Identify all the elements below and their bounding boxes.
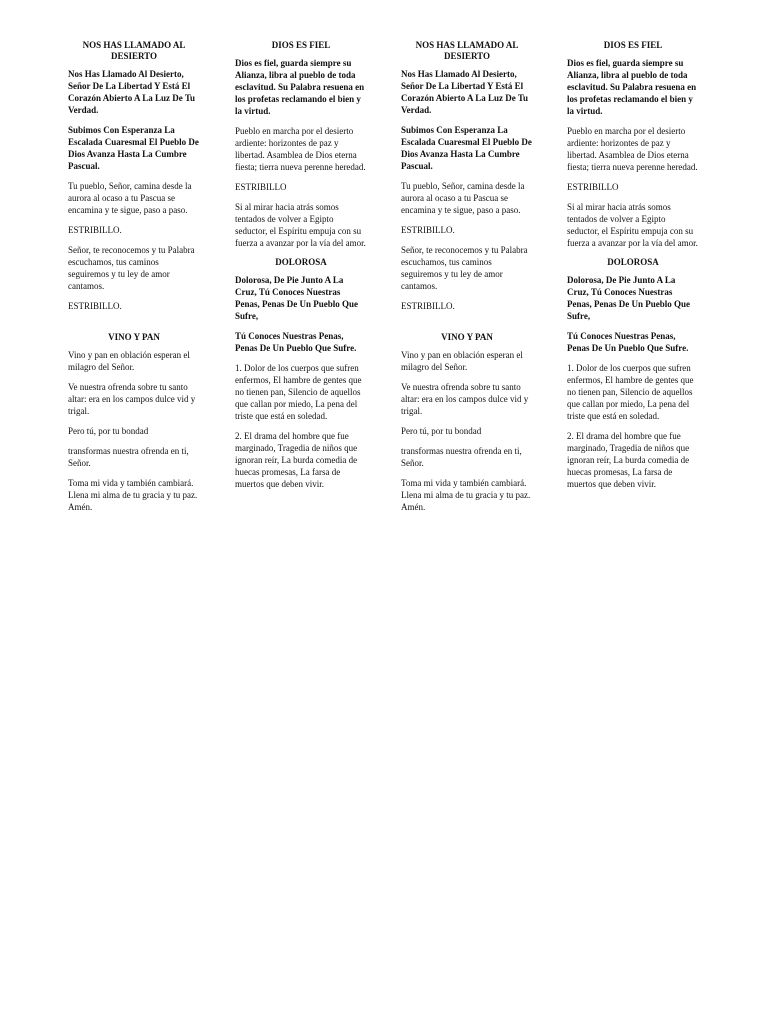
verse-text: Señor, te reconocemos y tu Palabra escuchamos, tus caminos seguiremos y tu ley de amor cantamos. <box>68 245 195 291</box>
verse-text: ESTRIBILLO. <box>68 225 122 235</box>
verse-text: ESTRIBILLO <box>567 182 619 192</box>
verse-text: 1. Dolor de los cuerpos que sufren enfermos, El hambre de gentes que no tienen pan, Silencio de aquellos que callan por miedo, La pena del triste que está en soledad. <box>235 363 362 421</box>
verse-text: Tu pueblo, Señor, camina desde la aurora al ocaso a tu Pascua se encamina y te sigue, paso a paso. <box>401 181 525 215</box>
song-title: NOS HAS LLAMADO AL DESIERTO <box>415 40 519 61</box>
verse-text: transformas nuestra ofrenda en ti, Señor. <box>401 446 522 468</box>
column-1 <box>68 40 200 521</box>
verse-text: Vino y pan en oblación esperan el milagro del Señor. <box>401 350 523 372</box>
verse-text: ESTRIBILLO. <box>68 301 122 311</box>
song-title: DIOS ES FIEL <box>603 40 663 50</box>
chorus-text: Dios es fiel, guarda siempre su Alianza, libra al pueblo de toda esclavitud. Su Palabra resuena en los profetas reclamando el bien y la virtud. <box>567 58 697 116</box>
verse-text: Si al mirar hacia atrás somos tentados de volver a Egipto seductor, el Espíritu empuja con su fuerza a avanzar por la vía del amor. <box>567 202 698 248</box>
chorus-text: Subimos Con Esperanza La Escalada Cuaresmal El Pueblo De Dios Avanza Hasta La Cumbre Pascual. <box>68 125 199 171</box>
chorus-text: Tú Conoces Nuestras Penas, Penas De Un Pueblo Que Sufre. <box>235 331 357 353</box>
song-title: DIOS ES FIEL <box>271 40 331 50</box>
song-title: NOS HAS LLAMADO AL DESIERTO <box>82 40 186 61</box>
verse-text: Tu pueblo, Señor, camina desde la aurora al ocaso a tu Pascua se encamina y te sigue, paso a paso. <box>68 181 192 215</box>
verse-text: Toma mi vida y también cambiará. Llena mi alma de tu gracia y tu paz. Amén. <box>68 478 198 512</box>
chorus-text: Dolorosa, De Pie Junto A La Cruz, Tú Conoces Nuestras Penas, Penas De Un Pueblo Que Sufre, <box>567 275 691 321</box>
verse-text: Pero tú, por tu bondad <box>68 426 149 436</box>
song-title: DOLOROSA <box>275 257 327 267</box>
chorus-text: Tú Conoces Nuestras Penas, Penas De Un Pueblo Que Sufre. <box>567 331 689 353</box>
verse-text: Ve nuestra ofrenda sobre tu santo altar: era en los campos dulce vid y trigal. <box>401 382 529 416</box>
verse-text: Señor, te reconocemos y tu Palabra escuchamos, tus caminos seguiremos y tu ley de amor cantamos. <box>401 245 528 291</box>
verse-text: 2. El drama del hombre que fue marginado, Tragedia de niños que ignoran reír, La burda comedia de huecas promesas, La farsa de muertos que deben vivir. <box>235 431 358 489</box>
verse-text: Vino y pan en oblación esperan el milagro del Señor. <box>68 350 190 372</box>
column-3 <box>401 40 533 521</box>
chorus-text: Dios es fiel, guarda siempre su Alianza, libra al pueblo de toda esclavitud. Su Palabra resuena en los profetas reclamando el bien y la virtud. <box>235 58 365 116</box>
chorus-text: Dolorosa, De Pie Junto A La Cruz, Tú Conoces Nuestras Penas, Penas De Un Pueblo Que Sufre, <box>235 275 359 321</box>
song-title: VINO Y PAN <box>441 332 493 342</box>
verse-text: Toma mi vida y también cambiará. Llena mi alma de tu gracia y tu paz. Amén. <box>401 478 531 512</box>
verse-text: transformas nuestra ofrenda en ti, Señor. <box>68 446 189 468</box>
verse-text: ESTRIBILLO. <box>401 301 455 311</box>
verse-text: ESTRIBILLO. <box>401 225 455 235</box>
chorus-text: Subimos Con Esperanza La Escalada Cuaresmal El Pueblo De Dios Avanza Hasta La Cumbre Pascual. <box>401 125 532 171</box>
verse-text: Pueblo en marcha por el desierto ardiente: horizontes de paz y libertad. Asamblea de Dios eterna fiesta; tierra nueva perenne heredad. <box>567 126 698 172</box>
song-title: VINO Y PAN <box>108 332 160 342</box>
verse-text: ESTRIBILLO <box>235 182 287 192</box>
column-2 <box>235 40 367 498</box>
verse-text: Si al mirar hacia atrás somos tentados de volver a Egipto seductor, el Espíritu empuja con su fuerza a avanzar por la vía del amor. <box>235 202 366 248</box>
chorus-text: Nos Has Llamado Al Desierto, Señor De La Libertad Y Está El Corazón Abierto A La Luz De Tu Verdad. <box>401 69 529 115</box>
column-4 <box>567 40 699 498</box>
verse-text: 1. Dolor de los cuerpos que sufren enfermos, El hambre de gentes que no tienen pan, Silencio de aquellos que callan por miedo, La pena del triste que está en soledad. <box>567 363 694 421</box>
verse-text: Ve nuestra ofrenda sobre tu santo altar: era en los campos dulce vid y trigal. <box>68 382 196 416</box>
verse-text: Pueblo en marcha por el desierto ardiente: horizontes de paz y libertad. Asamblea de Dios eterna fiesta; tierra nueva perenne heredad. <box>235 126 366 172</box>
song-title: DOLOROSA <box>607 257 659 267</box>
verse-text: 2. El drama del hombre que fue marginado, Tragedia de niños que ignoran reír, La burda comedia de huecas promesas, La farsa de muertos que deben vivir. <box>567 431 690 489</box>
chorus-text: Nos Has Llamado Al Desierto, Señor De La Libertad Y Está El Corazón Abierto A La Luz De Tu Verdad. <box>68 69 196 115</box>
verse-text: Pero tú, por tu bondad <box>401 426 482 436</box>
